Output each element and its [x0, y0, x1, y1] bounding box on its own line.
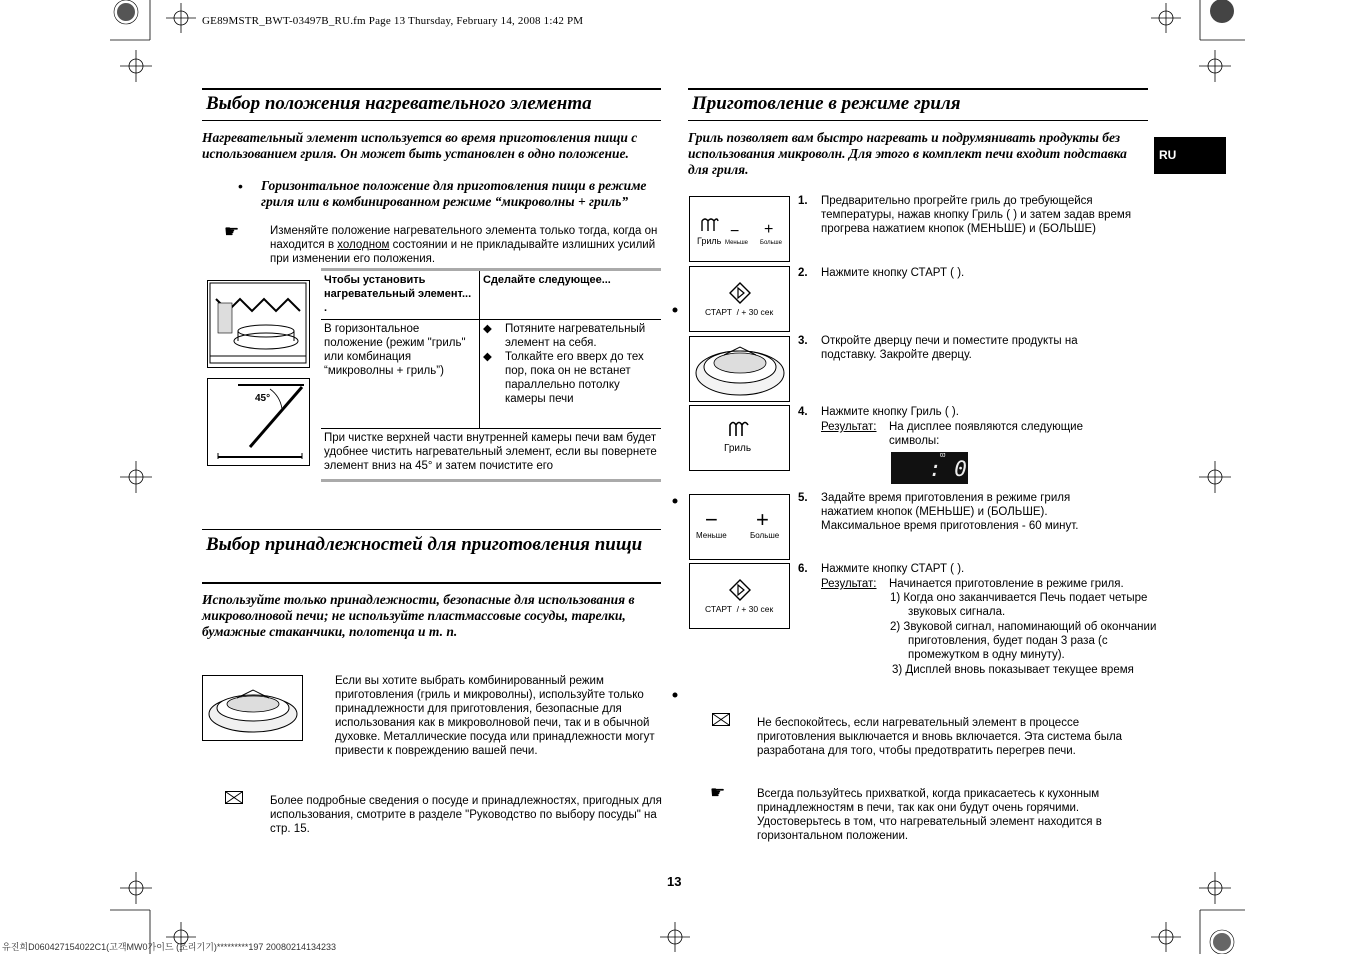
- language-tab: [1154, 137, 1226, 174]
- plus-icon: +: [764, 221, 774, 238]
- heater-angle-illustration: [207, 378, 310, 466]
- display-readout: : 0: [929, 457, 967, 481]
- action-item: [483, 350, 658, 406]
- heater-note-cold: холодном: [337, 239, 390, 251]
- table-footer-note: При чистке верхней части внутренней камеры печи вам будет удобнее чистить нагревательный элемент, если вы повернете элемент вниз на 45° и затем почистите его: [321, 429, 661, 481]
- section-title-heater: Выбор положения нагревательного элемента: [206, 93, 592, 114]
- step-number: 5.: [798, 492, 808, 504]
- panel-start-1: [689, 266, 790, 332]
- start-icon: [728, 578, 752, 602]
- result-label: Результат:: [821, 421, 877, 433]
- section-rule-bottom: [688, 120, 1148, 121]
- oven-interior-illustration: [207, 280, 310, 368]
- note-icon: [712, 713, 730, 726]
- step-1-text: Предварительно прогрейте гриль до требующейся температуры, нажав кнопку Гриль ( ) и затем задав время прогрева нажатием кнопок (МЕНЬШЕ) и (БОЛЬШЕ): [821, 195, 1132, 235]
- panel-grill-less-more: [689, 196, 790, 262]
- step-3-text: Откройте дверцу печи и поместите продукты на подставку. Закройте дверцу.: [821, 335, 1078, 361]
- section-rule-bottom: [202, 582, 661, 584]
- diamond-bullet-icon: ◆: [483, 323, 492, 335]
- section-rule-top: [688, 88, 1148, 90]
- action-item: [483, 322, 658, 350]
- start-label: СТАРТ / + 30 сек: [705, 307, 774, 317]
- more-label: Больше: [750, 531, 780, 540]
- start-icon: [728, 281, 752, 305]
- result-label: Результат:: [821, 578, 877, 590]
- step-6-sub-3: 3) Дисплей вновь показывает текущее время: [892, 664, 1134, 676]
- bullet-dot: •: [238, 178, 243, 194]
- step-6-sub-1: 1) Когда оно заканчивается Печь подает четыре звуковых сигнала.: [890, 592, 1148, 618]
- grill-label: Гриль: [724, 443, 752, 454]
- step-4-text: Нажмите кнопку Гриль ( ).: [821, 406, 959, 418]
- note-icon: [225, 791, 243, 804]
- footer-code: 유진희D060427154022C1(고객MW0가이드 (조리기기)*********197 20080214134233: [2, 942, 337, 952]
- section-rule-top: [202, 529, 661, 530]
- step-number: 2.: [798, 267, 808, 279]
- angle-label: 45°: [255, 393, 271, 404]
- less-label: Меньше: [696, 531, 727, 540]
- display-grill-indicator-icon: ϖ: [940, 452, 946, 459]
- table-header-col1: Чтобы установить нагревательный элемент... .: [321, 271, 480, 320]
- section-title-accessories: Выбор принадлежностей для приготовления пищи: [206, 534, 643, 555]
- step-number: 1.: [798, 195, 808, 207]
- section-rule-top: [202, 88, 661, 90]
- hand-pointer-icon: ☛: [710, 783, 726, 802]
- heater-intro: Нагревательный элемент используется во время приготовления пищи с использованием гриля. Он может быть установлен в одно положение.: [202, 130, 638, 161]
- heater-note-part1: Изменяйте положение нагревательного элемента только тогда, когда он находится в: [270, 225, 658, 251]
- heater-note: [270, 224, 660, 266]
- step-5-text: Задайте время приготовления в режиме гриля нажатием кнопок (МЕНЬШЕ) и (БОЛЬШЕ). Максимальное время приготовления - 60 минут.: [821, 492, 1079, 532]
- grill-note-2: Всегда пользуйтесь прихваткой, когда прикасаетесь к кухонным принадлежностям в печи, так как они будут очень горячими. Удостоверьтесь в том, что нагревательный элемент находится в горизонтальном положении.: [757, 788, 1102, 842]
- panel-less-more: [689, 494, 790, 560]
- grill-intro: Гриль позволяет вам быстро нагревать и подрумянивать продукты без использования микроволн. Для этого в комплект печи входит подставка для гриля.: [688, 130, 1127, 177]
- heater-bullet: Горизонтальное положение для приготовления пищи в режиме гриля или в комбинированном режиме “микроволны + гриль”: [261, 178, 647, 209]
- heater-table: [321, 271, 661, 482]
- panel-grill: [689, 405, 790, 471]
- language-tab-label: RU: [1159, 148, 1177, 162]
- table-cell-actions: [480, 320, 662, 429]
- step-6-sub-2: 2) Звуковой сигнал, напоминающий об окончании приготовления, будет подан 3 раза (с промежутком в одну минуту).: [890, 621, 1157, 661]
- step-number: 6.: [798, 563, 808, 575]
- oven-display: [891, 452, 968, 484]
- heater-note-part2: состоянии и не прикладывайте излишних усилий при изменении его положения.: [270, 239, 656, 265]
- more-label: Больше: [760, 240, 782, 246]
- accessories-intro: Используйте только принадлежности, безопасные для использования в микроволновой печи; не используйте пластмассовые сосуды, тарелки, бумажные стаканчики, полотенца и т. п.: [202, 592, 635, 639]
- minus-icon: −: [730, 223, 740, 240]
- plus-icon: +: [756, 507, 769, 532]
- accessories-body: Если вы хотите выбрать комбинированный режим приготовления (гриль и микроволны), используйте только принадлежности для приготовления, безопасные для использования как в микроволновой печи, так и в обычной духовке. Металлические посуда или принадлежности могут привести к повреждению вашей печи.: [335, 675, 655, 757]
- hand-pointer-icon: ☛: [224, 222, 240, 241]
- start-label: СТАРТ / + 30 сек: [705, 604, 774, 614]
- grill-label: Гриль: [697, 236, 722, 246]
- panel-start-2: [689, 563, 790, 629]
- step-6-result: Начинается приготовление в режиме гриля.: [889, 578, 1124, 590]
- section-rule-bottom: [202, 120, 661, 121]
- grill-icon: [728, 420, 750, 438]
- accessories-note: Более подробные сведения о посуде и принадлежностях, пригодных для использования, смотрите в разделе "Руководство по выбору посуды" на стр. 15.: [270, 795, 662, 835]
- table-cell-position: В горизонтальное положение (режим "гриль" или комбинация “микроволны + гриль”): [321, 320, 480, 429]
- step-number: 3.: [798, 335, 808, 347]
- action-text: Потяните нагревательный элемент на себя.: [505, 323, 646, 349]
- minus-icon: −: [705, 507, 718, 532]
- rack-in-oven-illustration: [689, 336, 790, 402]
- grill-icon: [700, 217, 720, 233]
- step-2-text: Нажмите кнопку СТАРТ ( ).: [821, 267, 965, 279]
- step-6-text: Нажмите кнопку СТАРТ ( ).: [821, 563, 965, 575]
- step-number: 4.: [798, 406, 808, 418]
- file-header: GE89MSTR_BWT-03497B_RU.fm Page 13 Thursday, February 14, 2008 1:42 PM: [202, 15, 584, 27]
- step-4-result: На дисплее появляются следующие символы:: [889, 421, 1083, 447]
- grill-note-1: Не беспокойтесь, если нагревательный элемент в процессе приготовления выключается и вновь включается. Эта система была разработана для того, чтобы предотвратить перегрев печи.: [757, 717, 1123, 757]
- table-header-col2: Сделайте следующее...: [480, 271, 662, 320]
- less-label: Меньше: [725, 240, 748, 246]
- page-number: 13: [667, 874, 682, 889]
- action-text: Толкайте его вверх до тех пор, пока он не встанет параллельно потолку камеры печи: [505, 351, 644, 405]
- diamond-bullet-icon: ◆: [483, 351, 492, 363]
- section-title-grill: Приготовление в режиме гриля: [692, 93, 961, 114]
- grill-rack-illustration: [202, 675, 303, 741]
